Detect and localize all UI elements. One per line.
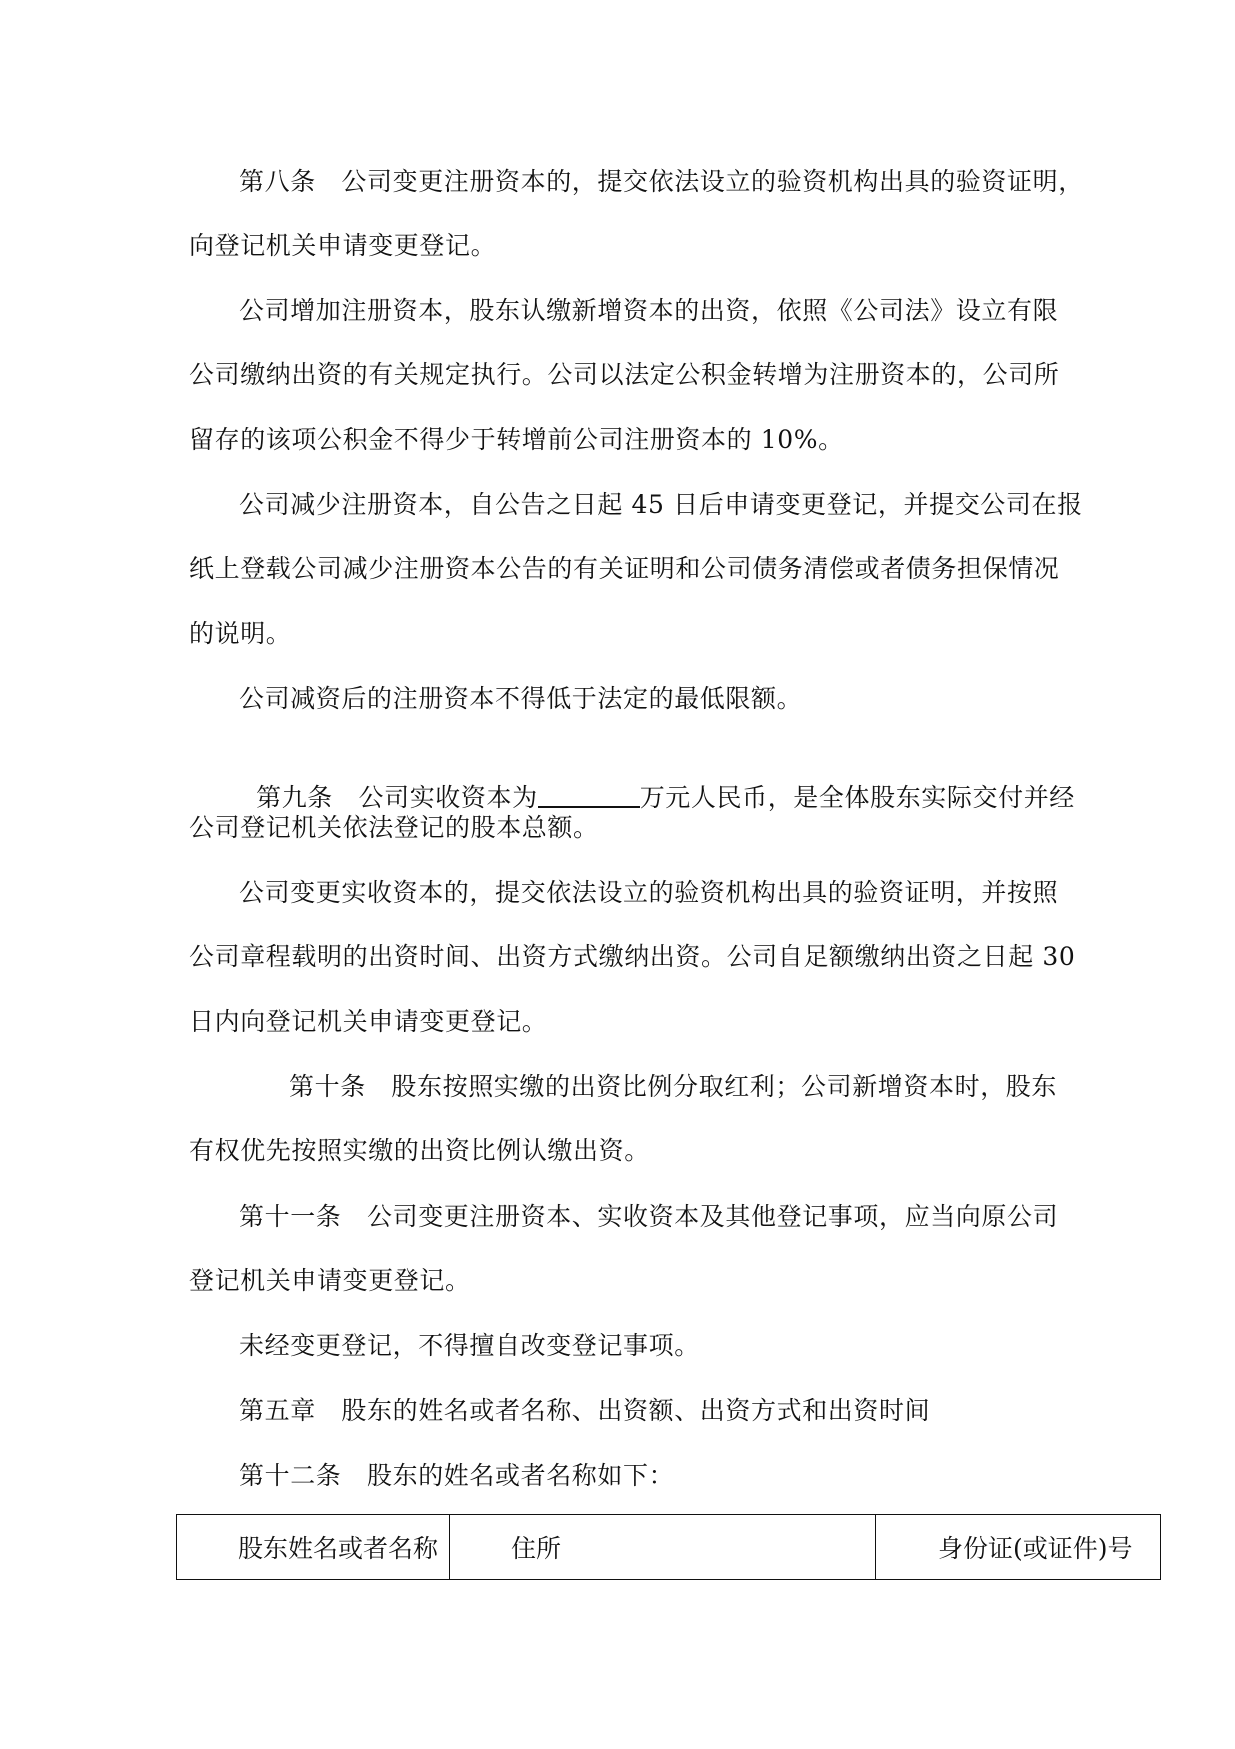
chapter5-title: 第五章 股东的姓名或者名称、出资额、出资方式和出资时间 bbox=[239, 1396, 931, 1425]
header-id-number: 身份证(或证件)号 bbox=[876, 1515, 1161, 1580]
decrease-line1: 公司减少注册资本，自公告之日起 45 日后申请变更登记，并提交公司在报 bbox=[239, 490, 1083, 519]
header-address: 住所 bbox=[450, 1515, 876, 1580]
paidin-change-line3: 日内向登记机关申请变更登记。 bbox=[189, 1007, 548, 1036]
article10-line1: 第十条 股东按照实缴的出资比例分取红利；公司新增资本时，股东 bbox=[289, 1072, 1058, 1101]
article9-text-after: 万元人民币，是全体股东实际交付并经 bbox=[639, 783, 1075, 812]
decrease-line2: 纸上登载公司减少注册资本公告的有关证明和公司债务清偿或者债务担保情况 bbox=[189, 554, 1060, 583]
article8-line2: 向登记机关申请变更登记。 bbox=[189, 231, 497, 260]
article9-line1 bbox=[239, 747, 1075, 815]
header-name: 股东姓名或者名称 bbox=[177, 1515, 450, 1580]
article11-line2: 登记机关申请变更登记。 bbox=[189, 1266, 471, 1295]
paidin-change-line2: 公司章程载明的出资时间、出资方式缴纳出资。公司自足额缴纳出资之日起 30 bbox=[189, 942, 1076, 971]
shareholder-table bbox=[176, 1514, 1161, 1580]
decrease-line3: 的说明。 bbox=[189, 619, 292, 648]
increase-line3: 留存的该项公积金不得少于转增前公司注册资本的 10%。 bbox=[189, 425, 844, 454]
capital-amount-blank bbox=[538, 782, 640, 808]
article9-text-before: 第九条 公司实收资本为 bbox=[256, 783, 538, 812]
table-header-row bbox=[177, 1515, 1161, 1580]
article12-line1: 第十二条 股东的姓名或者名称如下： bbox=[239, 1461, 675, 1490]
unregistered-line1: 未经变更登记，不得擅自改变登记事项。 bbox=[239, 1331, 700, 1360]
article10-line2: 有权优先按照实缴的出资比例认缴出资。 bbox=[189, 1136, 650, 1165]
increase-line2: 公司缴纳出资的有关规定执行。公司以法定公积金转增为注册资本的，公司所 bbox=[189, 360, 1060, 389]
article11-line1: 第十一条 公司变更注册资本、实收资本及其他登记事项，应当向原公司 bbox=[239, 1202, 1059, 1231]
article9-line2: 公司登记机关依法登记的股本总额。 bbox=[189, 813, 599, 842]
paidin-change-line1: 公司变更实收资本的，提交依法设立的验资机构出具的验资证明，并按照 bbox=[239, 878, 1059, 907]
increase-line1: 公司增加注册资本，股东认缴新增资本的出资，依照《公司法》设立有限 bbox=[239, 296, 1059, 325]
article8-line1: 第八条 公司变更注册资本的，提交依法设立的验资机构出具的验资证明， bbox=[239, 167, 1084, 196]
minimum-line1: 公司减资后的注册资本不得低于法定的最低限额。 bbox=[239, 684, 803, 713]
